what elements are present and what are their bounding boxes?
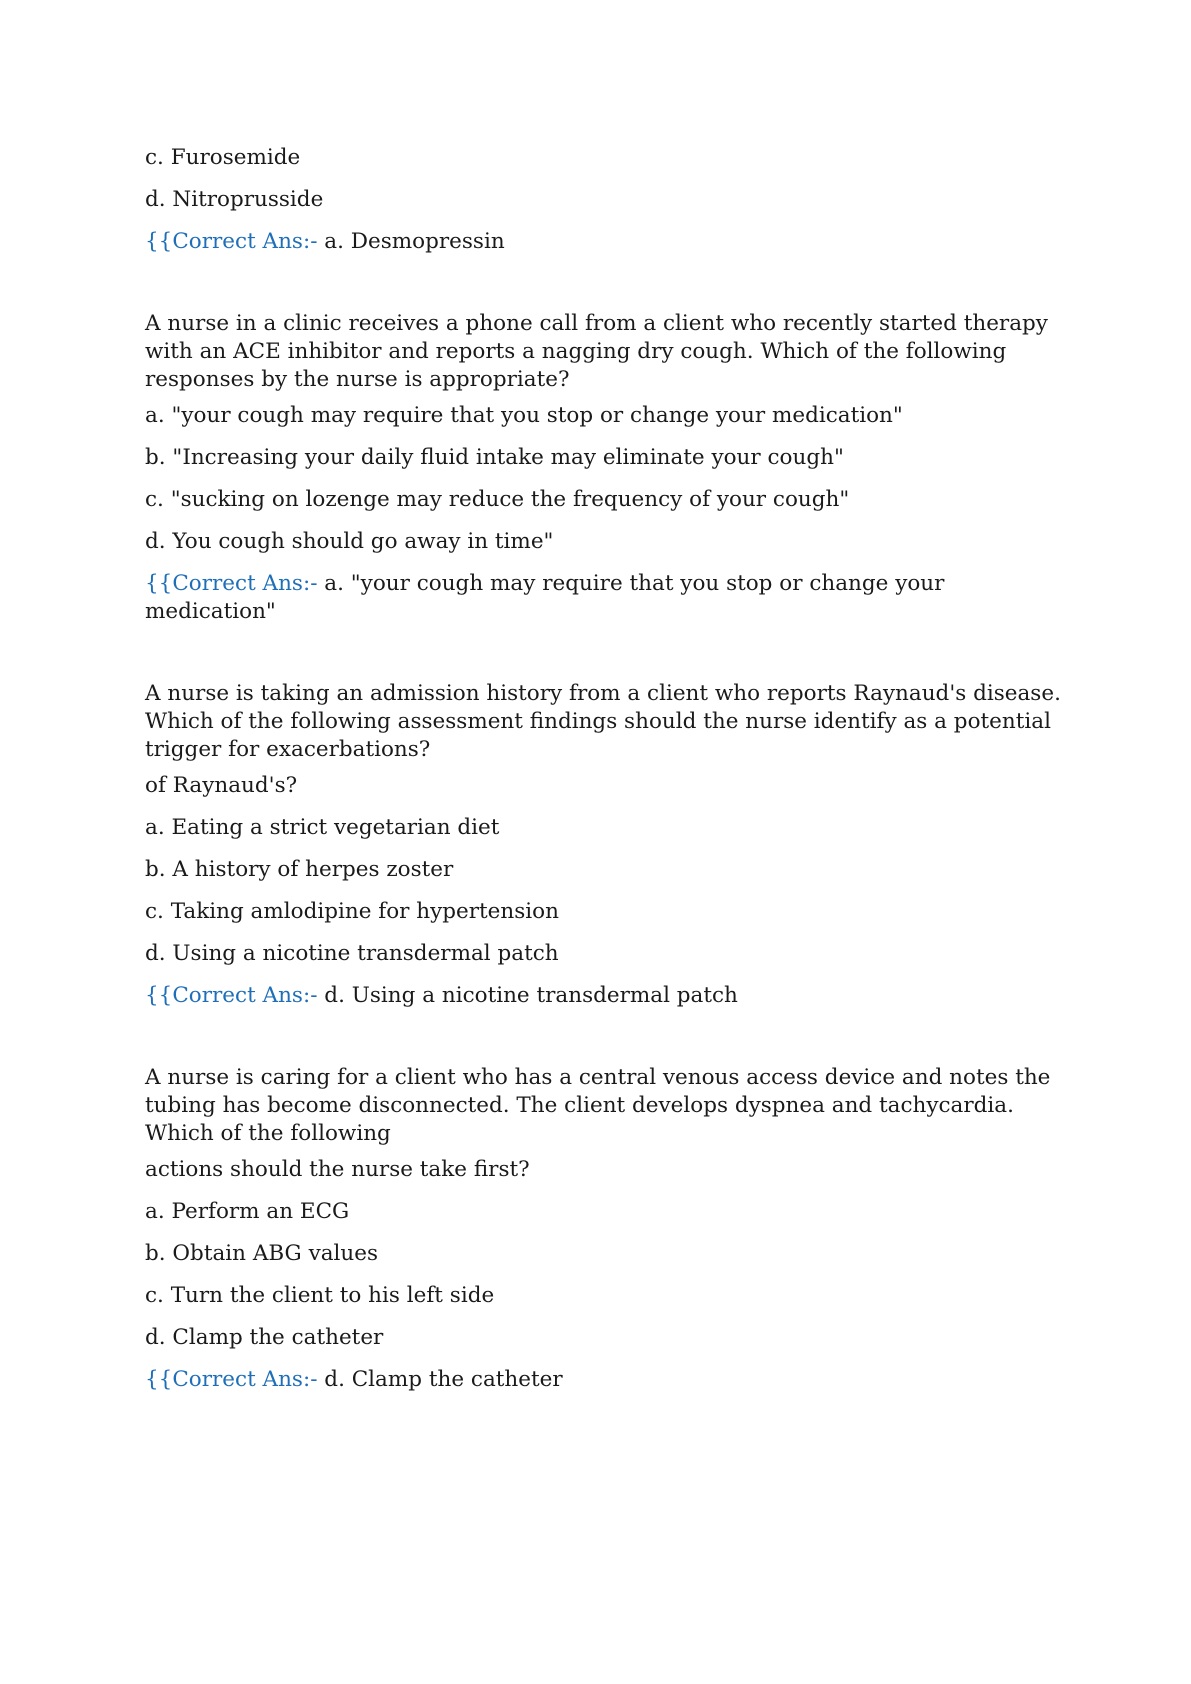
question-2-option-d: d. Using a nicotine transdermal patch [145, 941, 559, 966]
question-2-stem-cont: of Raynaud's? [145, 773, 298, 798]
answer-label: {{Correct Ans:- [145, 983, 318, 1008]
question-2-stem: A nurse is taking an admission history from a client who reports Raynaud's disease. Which of the following assessment findings should the nurse identify as a potential trigger for exacerbations? [145, 681, 1061, 762]
question-3-option-a: a. Perform an ECG [145, 1199, 350, 1224]
question-2-option-a: a. Eating a strict vegetarian diet [145, 815, 500, 840]
question-3-option-b: b. Obtain ABG values [145, 1241, 379, 1266]
question-2-option-c: c. Taking amlodipine for hypertension [145, 899, 559, 924]
question-2-option-b: b. A history of herpes zoster [145, 857, 454, 882]
question-3-option-d: d. Clamp the catheter [145, 1325, 384, 1350]
question-1-option-a: a. "your cough may require that you stop or change your medication" [145, 403, 903, 428]
question-1-stem: A nurse in a clinic receives a phone call from a client who recently started therapy with an ACE inhibitor and reports a nagging dry cough. Which of the following responses by the nurse is appropriate? [145, 311, 1048, 392]
question-1-answer [145, 570, 945, 626]
question-1-option-d: d. You cough should go away in time" [145, 529, 554, 554]
prev-answer [145, 228, 1055, 256]
question-3-stem: A nurse is caring for a client who has a central venous access device and notes the tubing has become disconnected. The client develops dyspnea and tachycardia. Which of the following [145, 1065, 1051, 1146]
question-2-answer [145, 982, 1055, 1010]
question-3-option-c: c. Turn the client to his left side [145, 1283, 495, 1308]
answer-label: {{Correct Ans:- [145, 1367, 318, 1392]
answer-text: d. Clamp the catheter [317, 1367, 563, 1392]
answer-label: {{Correct Ans:- [145, 571, 318, 596]
prev-option-c: c. Furosemide [145, 145, 301, 170]
question-3-answer [145, 1366, 1055, 1394]
answer-text: a. "your cough may require that you stop or change your medication" [145, 571, 945, 624]
answer-text: a. Desmopressin [317, 229, 505, 254]
answer-label: {{Correct Ans:- [145, 229, 318, 254]
question-1-option-b: b. "Increasing your daily fluid intake may eliminate your cough" [145, 445, 844, 470]
answer-text: d. Using a nicotine transdermal patch [317, 983, 738, 1008]
question-1-option-c: c. "sucking on lozenge may reduce the frequency of your cough" [145, 487, 850, 512]
prev-option-d: d. Nitroprusside [145, 187, 324, 212]
question-3-stem-cont: actions should the nurse take first? [145, 1157, 530, 1182]
